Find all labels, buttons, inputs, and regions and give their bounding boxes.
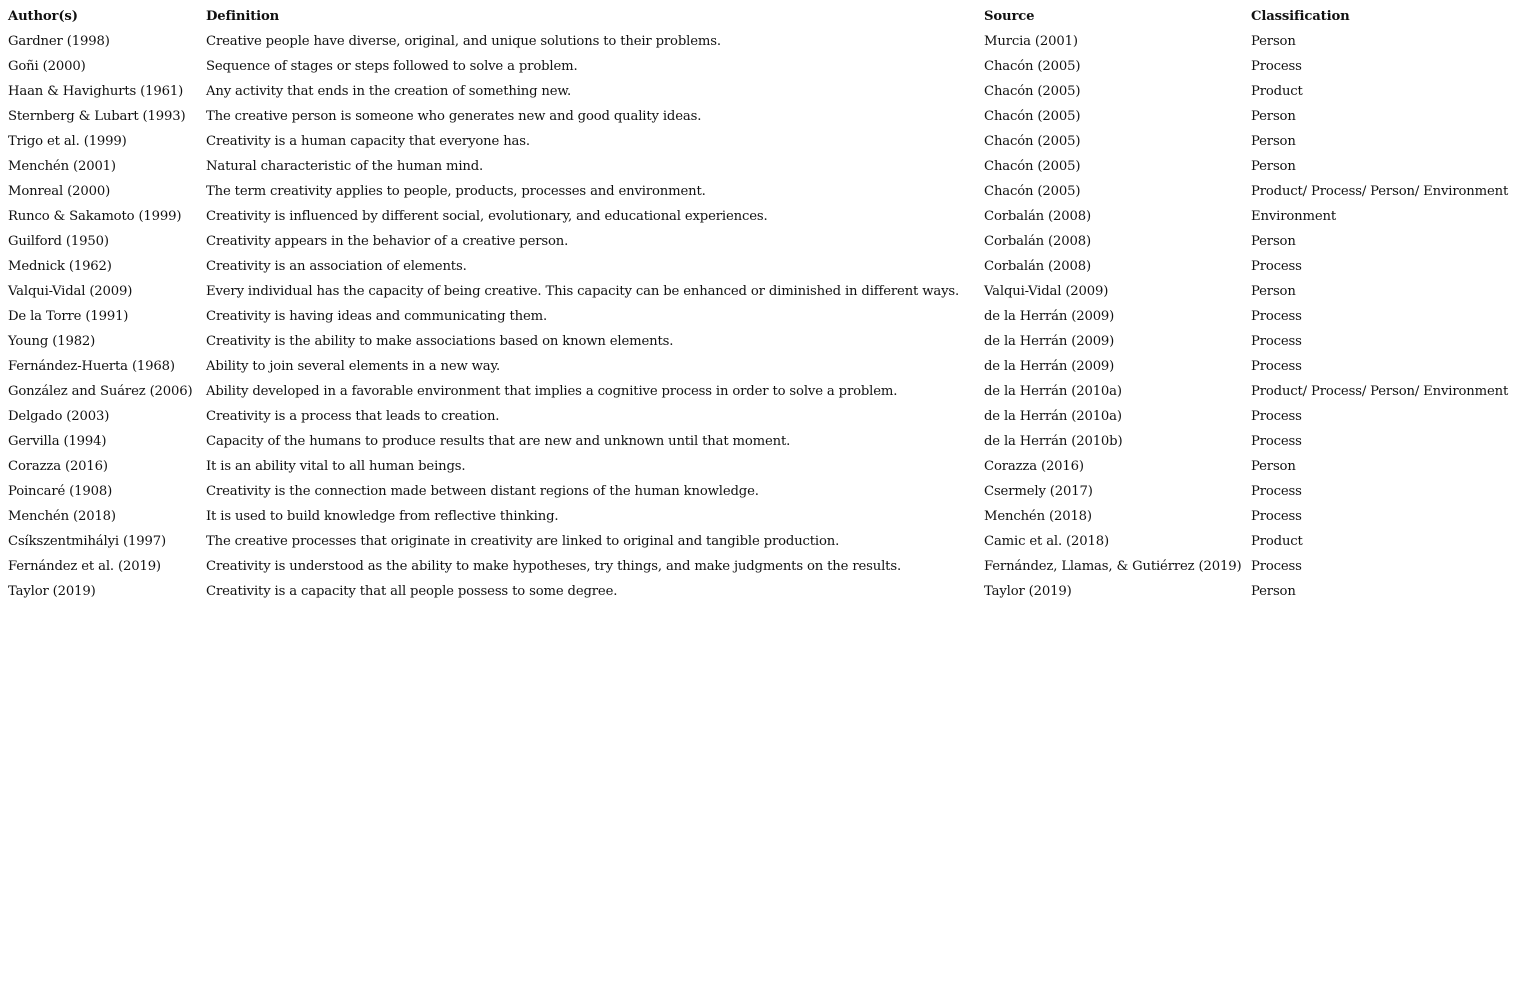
cell-classification: Process [1251, 309, 1302, 324]
cell-source: Chacón (2005) [984, 109, 1081, 124]
cell-source: Fernández, Llamas, & Gutiérrez (2019) [984, 559, 1242, 574]
cell-definition: It is an ability vital to all human beings. [206, 459, 466, 474]
table-row [6, 429, 1519, 454]
cell-author: Trigo et al. (1999) [8, 134, 127, 149]
cell-author: Haan & Havighurts (1961) [8, 84, 184, 99]
cell-source: de la Herrán (2010a) [984, 409, 1122, 424]
cell-author: Gardner (1998) [8, 34, 110, 49]
table-row [6, 554, 1519, 579]
cell-definition: Creativity appears in the behavior of a creative person. [206, 234, 569, 249]
cell-definition: Creativity is understood as the ability to make hypotheses, try things, and make judgments on the results. [206, 559, 901, 574]
cell-classification: Person [1251, 34, 1296, 49]
cell-source: de la Herrán (2009) [984, 359, 1115, 374]
cell-classification: Process [1251, 509, 1302, 524]
cell-source: Menchén (2018) [984, 509, 1092, 524]
cell-classification: Person [1251, 159, 1296, 174]
cell-source: Chacón (2005) [984, 134, 1081, 149]
cell-author: Fernández et al. (2019) [8, 559, 161, 574]
cell-definition: Any activity that ends in the creation of something new. [206, 84, 572, 99]
table-row [6, 379, 1519, 404]
cell-author: Valqui-Vidal (2009) [8, 284, 133, 299]
table-row [6, 579, 1519, 604]
cell-source: Chacón (2005) [984, 59, 1081, 74]
table-row [6, 104, 1519, 129]
cell-classification: Product [1251, 534, 1303, 549]
cell-source: Corbalán (2008) [984, 209, 1092, 224]
cell-source: Chacón (2005) [984, 184, 1081, 199]
cell-definition: Creativity is an association of elements. [206, 259, 467, 274]
table-row [6, 54, 1519, 79]
cell-definition: Creativity is the connection made between distant regions of the human knowledge. [206, 484, 759, 499]
table-row [6, 79, 1519, 104]
cell-classification: Process [1251, 409, 1302, 424]
cell-definition: Creativity is having ideas and communicating them. [206, 309, 548, 324]
cell-classification: Person [1251, 584, 1296, 599]
header-source: Source [984, 9, 1035, 24]
cell-definition: Creativity is a process that leads to creation. [206, 409, 500, 424]
cell-author: Goñi (2000) [8, 59, 86, 74]
cell-definition: Every individual has the capacity of being creative. This capacity can be enhanced or diminished in different ways. [206, 284, 960, 299]
table-row [6, 404, 1519, 429]
cell-source: Corbalán (2008) [984, 259, 1092, 274]
cell-source: de la Herrán (2010b) [984, 434, 1123, 449]
cell-classification: Process [1251, 259, 1302, 274]
cell-author: Menchén (2001) [8, 159, 116, 174]
cell-author: Runco & Sakamoto (1999) [8, 209, 182, 224]
cell-source: Csermely (2017) [984, 484, 1093, 499]
cell-source: Corazza (2016) [984, 459, 1084, 474]
cell-classification: Product/ Process/ Person/ Environment [1251, 184, 1509, 199]
cell-source: Taylor (2019) [984, 584, 1072, 599]
cell-author: González and Suárez (2006) [8, 384, 193, 399]
cell-definition: The creative person is someone who generates new and good quality ideas. [206, 109, 702, 124]
cell-definition: Creativity is a capacity that all people possess to some degree. [206, 584, 618, 599]
cell-author: Corazza (2016) [8, 459, 108, 474]
cell-definition: Creativity is a human capacity that everyone has. [206, 134, 530, 149]
table-row [6, 504, 1519, 529]
cell-source: de la Herrán (2009) [984, 309, 1115, 324]
cell-classification: Environment [1251, 209, 1336, 224]
table-row [6, 179, 1519, 204]
table-row [6, 329, 1519, 354]
header-classification: Classification [1251, 9, 1350, 24]
cell-author: Mednick (1962) [8, 259, 112, 274]
cell-author: Guilford (1950) [8, 234, 109, 249]
cell-author: Monreal (2000) [8, 184, 111, 199]
cell-author: De la Torre (1991) [8, 309, 129, 324]
cell-definition: Capacity of the humans to produce results that are new and unknown until that moment. [206, 434, 791, 449]
cell-classification: Process [1251, 484, 1302, 499]
cell-author: Menchén (2018) [8, 509, 116, 524]
cell-source: Camic et al. (2018) [984, 534, 1110, 549]
cell-definition: Sequence of stages or steps followed to solve a problem. [206, 59, 578, 74]
table-row [6, 129, 1519, 154]
cell-author: Csíkszentmihályi (1997) [8, 534, 166, 549]
cell-classification: Person [1251, 109, 1296, 124]
cell-author: Poincaré (1908) [8, 484, 113, 499]
cell-source: Chacón (2005) [984, 159, 1081, 174]
table-row [6, 229, 1519, 254]
cell-classification: Process [1251, 359, 1302, 374]
table-row [6, 279, 1519, 304]
cell-classification: Process [1251, 434, 1302, 449]
table-row [6, 479, 1519, 504]
cell-classification: Process [1251, 559, 1302, 574]
cell-source: de la Herrán (2010a) [984, 384, 1122, 399]
cell-definition: Ability developed in a favorable environment that implies a cognitive process in order to solve a problem. [206, 384, 898, 399]
cell-classification: Person [1251, 134, 1296, 149]
cell-source: Corbalán (2008) [984, 234, 1092, 249]
cell-classification: Person [1251, 234, 1296, 249]
cell-author: Sternberg & Lubart (1993) [8, 109, 186, 124]
table-row [6, 154, 1519, 179]
header-author: Author(s) [8, 9, 78, 24]
creativity-definitions-table [6, 5, 1519, 604]
cell-source: Murcia (2001) [984, 34, 1078, 49]
cell-definition: Ability to join several elements in a new way. [206, 359, 501, 374]
cell-source: de la Herrán (2009) [984, 334, 1115, 349]
table-row [6, 254, 1519, 279]
table-row [6, 529, 1519, 554]
cell-definition: Creativity is the ability to make associations based on known elements. [206, 334, 674, 349]
cell-classification: Product/ Process/ Person/ Environment [1251, 384, 1509, 399]
cell-author: Gervilla (1994) [8, 434, 107, 449]
cell-classification: Process [1251, 334, 1302, 349]
cell-classification: Person [1251, 459, 1296, 474]
header-definition: Definition [206, 9, 280, 24]
cell-definition: Creativity is influenced by different social, evolutionary, and educational experiences. [206, 209, 768, 224]
cell-author: Delgado (2003) [8, 409, 110, 424]
cell-definition: The term creativity applies to people, products, processes and environment. [206, 184, 706, 199]
cell-classification: Process [1251, 59, 1302, 74]
cell-author: Fernández-Huerta (1968) [8, 359, 175, 374]
table-row [6, 29, 1519, 54]
table-row [6, 454, 1519, 479]
cell-definition: Creative people have diverse, original, and unique solutions to their problems. [206, 34, 721, 49]
cell-author: Young (1982) [8, 334, 96, 349]
table-row [6, 354, 1519, 379]
table-row [6, 204, 1519, 229]
cell-author: Taylor (2019) [8, 584, 96, 599]
cell-source: Chacón (2005) [984, 84, 1081, 99]
cell-definition: The creative processes that originate in creativity are linked to original and tangible production. [206, 534, 840, 549]
table-header-row [6, 5, 1519, 29]
table-body [6, 29, 1519, 604]
table-row [6, 304, 1519, 329]
cell-definition: It is used to build knowledge from reflective thinking. [206, 509, 559, 524]
cell-classification: Person [1251, 284, 1296, 299]
cell-classification: Product [1251, 84, 1303, 99]
cell-definition: Natural characteristic of the human mind. [206, 159, 484, 174]
cell-source: Valqui-Vidal (2009) [984, 284, 1109, 299]
